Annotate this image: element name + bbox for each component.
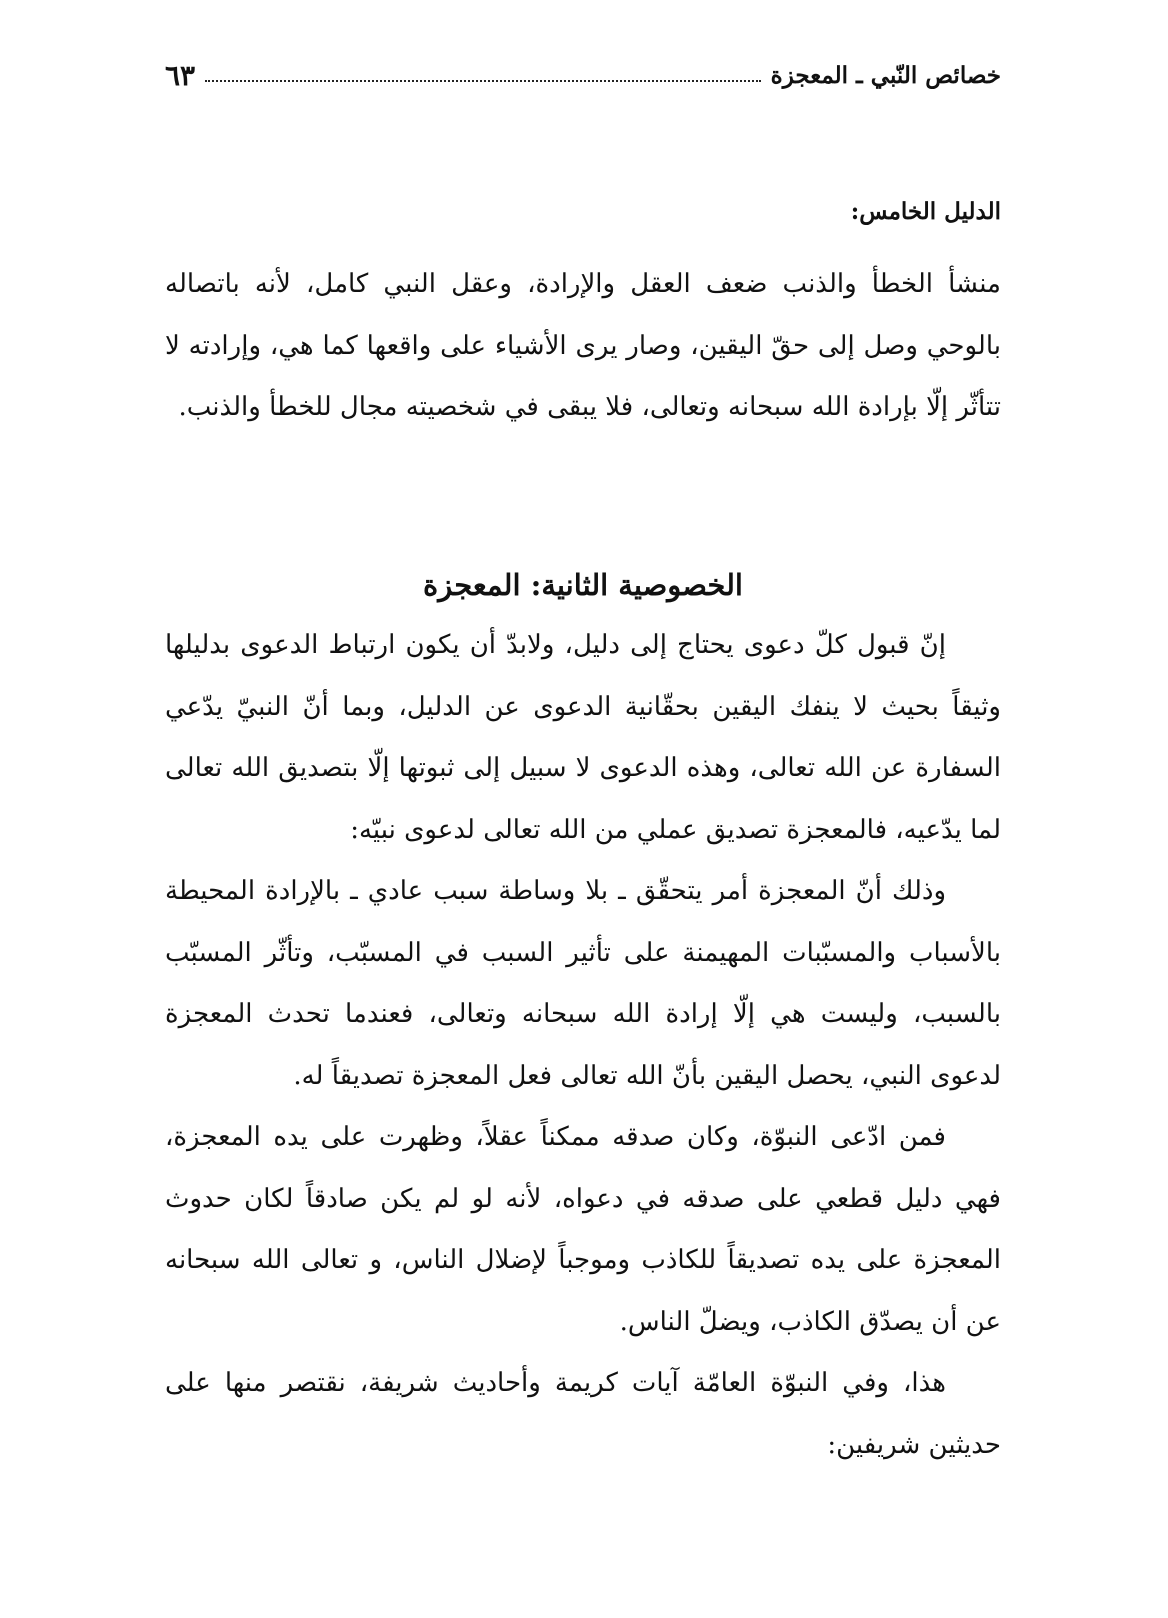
proof-paragraph-block [165, 254, 1001, 439]
page-number: ٦٣ [165, 58, 196, 92]
running-header [165, 50, 1001, 100]
paragraph: فمن ادّعى النبوّة، وكان صدقه ممكناً عقلاً، وظهرت على يده المعجزة، فهي دليل قطعي على صدقه في دعواه، لأنه لو لم يكن صادقاً لكان حدوث المعجزة على يده تصديقاً للكاذب وموجباً لإضلال الناس، و تعالى الله سبحانه عن أن يصدّق الكاذب، ويضلّ الناس. [165, 1122, 1001, 1337]
proof-heading: الدليل الخامس: [850, 198, 1001, 225]
leader-dots [205, 80, 761, 82]
running-title: خصائص النّبي ـ المعجزة [770, 61, 1001, 89]
section-body [165, 615, 1001, 1476]
paragraph: وذلك أنّ المعجزة أمر يتحقّق ـ بلا وساطة سبب عادي ـ بالإرادة المحيطة بالأسباب والمسبّبات المهيمنة على تأثير السبب في المسبّب، وتأثّر المسبّب بالسبب، وليست هي إلّا إرادة الله سبحانه وتعالى، فعندما تحدث المعجزة لدعوى النبي، يحصل اليقين بأنّ الله تعالى فعل المعجزة تصديقاً له. [165, 876, 1001, 1091]
paragraph: هذا، وفي النبوّة العامّة آيات كريمة وأحاديث شريفة، نقتصر منها على حديثين شريفين: [165, 1368, 1001, 1460]
proof-paragraph: منشأ الخطأ والذنب ضعف العقل والإرادة، وعقل النبي كامل، لأنه باتصاله بالوحي وصل إلى حقّ اليقين، وصار يرى الأشياء على واقعها كما هي، وإرادته لا تتأثّر إلّا بإرادة الله سبحانه وتعالى، فلا يبقى في شخصيته مجال للخطأ والذنب. [165, 269, 1001, 422]
section-title: الخصوصية الثانية: المعجزة [423, 568, 743, 602]
paragraph: إنّ قبول كلّ دعوى يحتاج إلى دليل، ولابدّ أن يكون ارتباط الدعوى بدليلها وثيقاً بحيث لا ينفك اليقين بحقّانية الدعوى عن الدليل، وبما أنّ النبيّ يدّعي السفارة عن الله تعالى، وهذه الدعوى لا سبيل إلى ثبوتها إلّا بتصديق الله تعالى لما يدّعيه، فالمعجزة تصديق عملي من الله تعالى لدعوى نبيّه: [165, 630, 1001, 845]
